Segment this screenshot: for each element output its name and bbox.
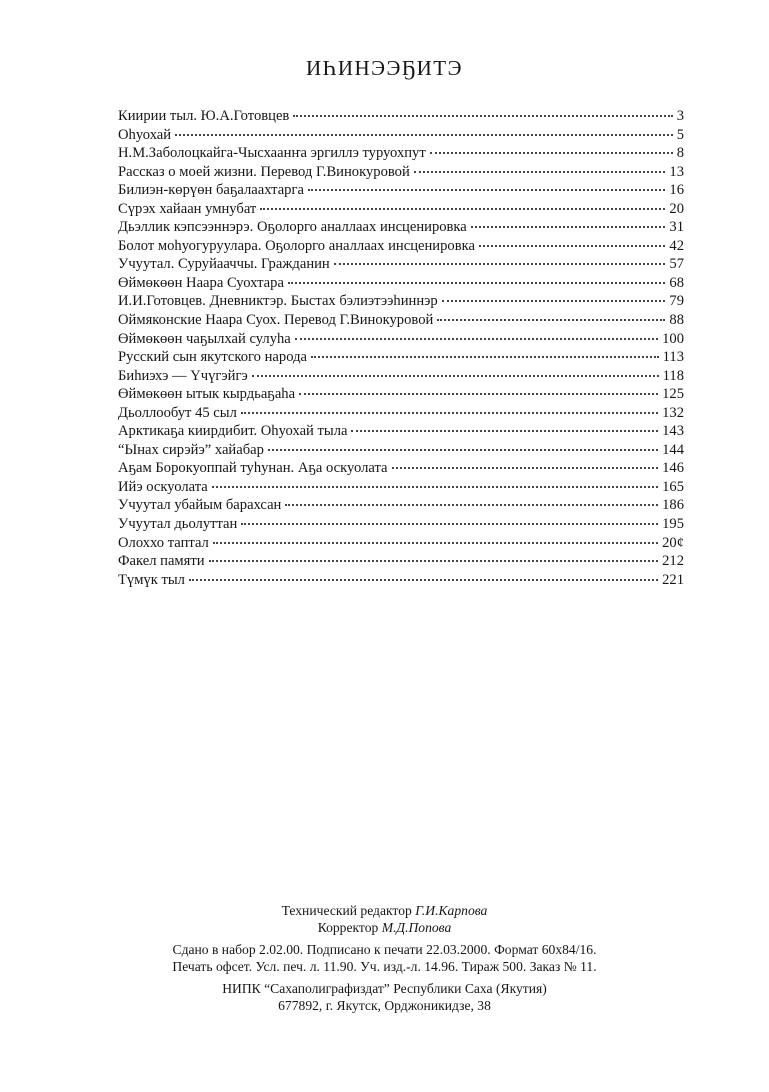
toc-entry bbox=[118, 255, 684, 274]
toc-entry bbox=[118, 292, 684, 311]
dot-leader bbox=[293, 115, 672, 117]
toc-entry-title: Арктикаҕа киирдибит. Оһуохай тыла bbox=[118, 423, 348, 440]
toc-entry-title: Оһуохай bbox=[118, 126, 172, 143]
corrector-label: Корректор bbox=[317, 919, 379, 935]
toc-entry bbox=[118, 496, 684, 515]
toc-entry-title: И.И.Готовцев. Дневниктэр. Быстах бэлиэтээһиннэр bbox=[118, 293, 438, 310]
toc-entry-title: Өймөкөөн чаҕылхай сулуһа bbox=[118, 330, 291, 347]
page-title: ИҺИНЭЭҔИТЭ bbox=[306, 56, 463, 80]
toc-entry bbox=[118, 422, 684, 441]
colophon bbox=[0, 903, 769, 1014]
toc-entry-title: Биһиэхэ — Үчүгэйгэ bbox=[118, 367, 248, 384]
toc-entry bbox=[118, 571, 684, 590]
dot-leader bbox=[241, 412, 658, 414]
dot-leader bbox=[392, 467, 659, 469]
toc-entry-page: 125 bbox=[662, 386, 684, 403]
toc-entry-title: Өймөкөөн ытык кырдьаҕаһа bbox=[118, 386, 296, 403]
toc-entry-page: 165 bbox=[662, 478, 684, 495]
toc-entry-page: 5 bbox=[676, 126, 684, 143]
toc-entry-title: Факел памяти bbox=[118, 553, 205, 570]
address-line: 677892, г. Якутск, Орджоникидзе, 38 bbox=[278, 997, 491, 1013]
toc-entry bbox=[118, 515, 684, 534]
dot-leader bbox=[285, 504, 658, 506]
toc-entry-title: Аҕам Борокуоппай туһунан. Аҕа оскуолата bbox=[118, 460, 388, 477]
toc-entry-title: Өймөкөөн Наара Суохтара bbox=[118, 274, 284, 291]
toc-entry-page: 195 bbox=[662, 516, 684, 533]
toc-entry bbox=[118, 218, 684, 237]
toc-entry-title: Учуутал. Суруйааччы. Гражданин bbox=[118, 256, 330, 273]
dot-leader bbox=[213, 542, 658, 544]
dot-leader bbox=[299, 393, 658, 395]
dot-leader bbox=[437, 319, 665, 321]
print-details-line: Сдано в набор 2.02.00. Подписано к печати 22.03.2000. Формат 60x84/16. bbox=[172, 942, 597, 957]
toc-entry bbox=[118, 274, 684, 293]
toc-entry bbox=[118, 163, 684, 182]
dot-leader bbox=[442, 300, 666, 302]
toc-entry-page: 42 bbox=[669, 237, 684, 254]
dot-leader bbox=[209, 560, 659, 562]
toc-entry-page: 118 bbox=[662, 367, 684, 384]
toc-entry-title: Киирии тыл. Ю.А.Готовцев bbox=[118, 108, 290, 124]
dot-leader bbox=[430, 152, 673, 154]
dot-leader bbox=[175, 134, 673, 136]
toc-entry-title: Н.М.Заболоцкайга-Чысхаанҥа эргиллэ туруохпут bbox=[118, 145, 426, 162]
toc-entry-page: 57 bbox=[669, 256, 684, 273]
toc-entry-title: Учуутал убайым барахсан bbox=[118, 497, 282, 514]
toc-entry bbox=[118, 144, 684, 163]
toc-entry bbox=[118, 385, 684, 404]
toc-entry-title: Сүрэх хайаан умнубат bbox=[118, 200, 257, 217]
corrector-name: М.Д.Попова bbox=[381, 919, 452, 935]
table-of-contents bbox=[118, 107, 684, 589]
toc-entry-page: 16 bbox=[669, 182, 684, 199]
toc-entry bbox=[118, 478, 684, 497]
dot-leader bbox=[288, 282, 665, 284]
dot-leader bbox=[351, 430, 658, 432]
dot-leader bbox=[212, 486, 658, 488]
toc-entry-title: Дьэллик кэпсээннэрэ. Оҕолорго аналлаах инсценировка bbox=[118, 219, 467, 236]
tech-editor-label: Технический редактор bbox=[281, 903, 412, 918]
dot-leader bbox=[295, 338, 658, 340]
toc-entry-page: 20 bbox=[669, 200, 684, 217]
toc-entry-title: Олоххо таптал bbox=[118, 534, 209, 551]
publisher-line: НИПК “Сахаполиграфиздат” Республики Саха (Якутия) bbox=[222, 981, 547, 996]
toc-entry bbox=[118, 330, 684, 349]
toc-entry-page: 20¢ bbox=[662, 534, 684, 551]
toc-entry-page: 146 bbox=[662, 460, 684, 477]
dot-leader bbox=[479, 245, 665, 247]
toc-entry-page: 68 bbox=[669, 274, 684, 291]
toc-entry-title: Дьоллообут 45 сыл bbox=[118, 404, 237, 421]
toc-entry-page: 3 bbox=[676, 108, 684, 124]
toc-entry-title: Учуутал дьолуттан bbox=[118, 516, 238, 533]
toc-entry-page: 212 bbox=[662, 553, 684, 570]
dot-leader bbox=[260, 208, 665, 210]
dot-leader bbox=[268, 449, 658, 451]
toc-entry bbox=[118, 459, 684, 478]
toc-entry-page: 31 bbox=[669, 219, 684, 236]
toc-entry bbox=[118, 237, 684, 256]
toc-entry-title: Түмүк тыл bbox=[118, 571, 185, 588]
toc-entry bbox=[118, 311, 684, 330]
toc-entry-page: 13 bbox=[669, 163, 684, 180]
toc-entry-page: 132 bbox=[662, 404, 684, 421]
toc-entry bbox=[118, 367, 684, 386]
toc-entry-page: 144 bbox=[662, 441, 684, 458]
toc-entry-page: 88 bbox=[669, 312, 684, 329]
toc-entry bbox=[118, 404, 684, 423]
dot-leader bbox=[311, 356, 659, 358]
toc-entry bbox=[118, 126, 684, 145]
dot-leader bbox=[414, 171, 666, 173]
dot-leader bbox=[189, 579, 658, 581]
toc-entry-title: Ийэ оскуолата bbox=[118, 478, 208, 495]
toc-entry-page: 221 bbox=[662, 571, 684, 588]
toc-entry-title: Болот моһуогуруулара. Оҕолорго аналлаах инсценировка bbox=[118, 237, 475, 254]
toc-entry-title: “Ынах сирэйэ” хайабар bbox=[118, 441, 264, 458]
toc-entry-title: Русский сын якутского народа bbox=[118, 349, 307, 366]
toc-entry-page: 113 bbox=[662, 349, 684, 366]
toc-entry bbox=[118, 107, 684, 126]
toc-entry bbox=[118, 441, 684, 460]
toc-entry bbox=[118, 181, 684, 200]
dot-leader bbox=[308, 189, 665, 191]
toc-entry-title: Рассказ о моей жизни. Перевод Г.Винокуровой bbox=[118, 163, 410, 180]
toc-entry bbox=[118, 534, 684, 553]
toc-entry-page: 100 bbox=[662, 330, 684, 347]
toc-entry-page: 186 bbox=[662, 497, 684, 514]
toc-entry bbox=[118, 200, 684, 219]
toc-entry-title: Оймяконские Наара Суох. Перевод Г.Винокуровой bbox=[118, 312, 434, 329]
corrector-line bbox=[0, 920, 769, 937]
tech-editor-name: Г.И.Карпова bbox=[415, 903, 488, 918]
dot-leader bbox=[241, 523, 658, 525]
toc-entry-page: 143 bbox=[662, 423, 684, 440]
toc-entry-page: 8 bbox=[676, 145, 684, 162]
dot-leader bbox=[471, 226, 666, 228]
toc-entry bbox=[118, 348, 684, 367]
toc-entry bbox=[118, 552, 684, 571]
dot-leader bbox=[334, 263, 666, 265]
toc-entry-page: 79 bbox=[669, 293, 684, 310]
print-specs-line: Печать офсет. Усл. печ. л. 11.90. Уч. изд.-л. 14.96. Тираж 500. Заказ № 11. bbox=[172, 958, 597, 974]
dot-leader bbox=[252, 375, 659, 377]
tech-editor-line bbox=[0, 903, 769, 920]
toc-entry-title: Билиэн-көрүөн баҕалаахтарга bbox=[118, 182, 304, 199]
